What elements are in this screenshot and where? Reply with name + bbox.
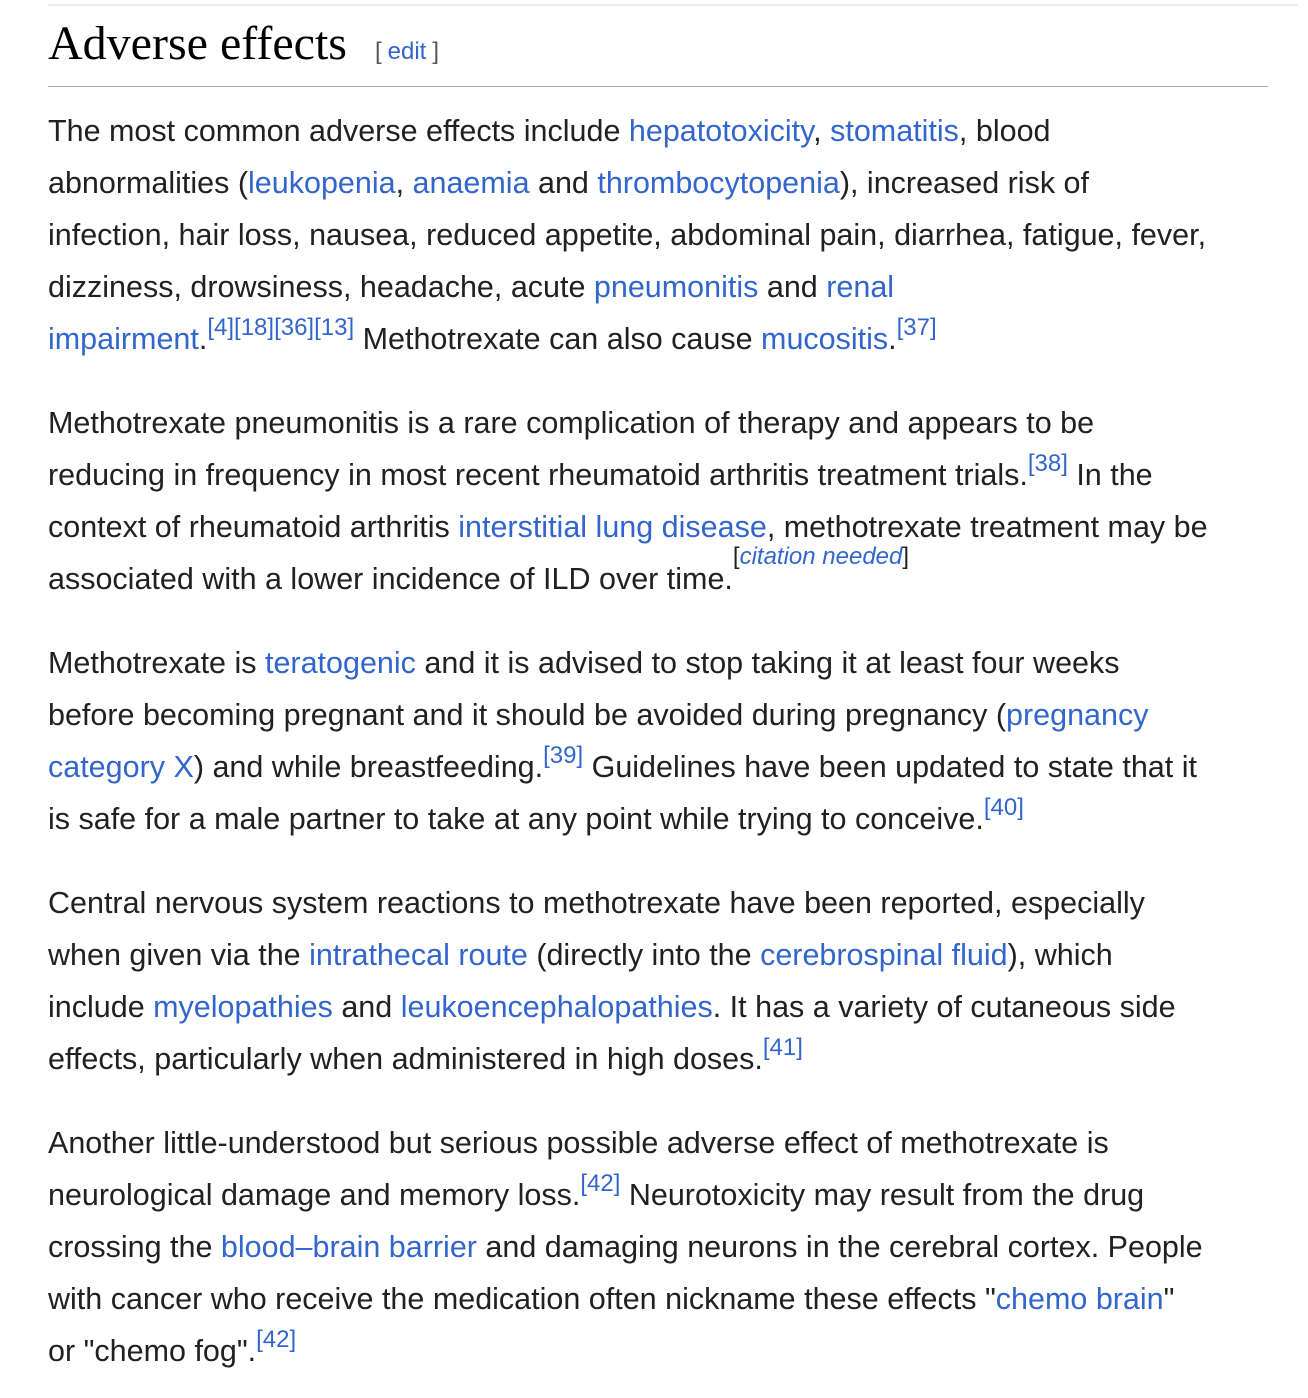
text: . It has a variety of cutaneous side (712, 990, 1176, 1024)
link-cerebrospinal-fluid[interactable]: cerebrospinal fluid (760, 938, 1008, 972)
text: In the (1067, 458, 1153, 492)
text: and (529, 166, 598, 200)
text: before becoming pregnant and it should be avoided during pregnancy ( (48, 698, 1007, 732)
text: Another little-understood but serious possible adverse effect of methotrexate is (48, 1126, 1109, 1160)
paragraph-pregnancy (48, 637, 1268, 845)
link-leukoencephalopathies[interactable]: leukoencephalopathies (400, 990, 713, 1024)
text: is safe for a male partner to take at any point while trying to conceive. (48, 802, 984, 836)
text: crossing the (48, 1230, 221, 1264)
text: abnormalities ( (48, 166, 249, 200)
top-divider (48, 4, 1298, 6)
paragraph-neurotoxicity (48, 1117, 1268, 1377)
link-pregnancy-category[interactable]: pregnancy (1006, 698, 1149, 732)
citation-13[interactable]: [13] (314, 314, 355, 341)
paragraph-cns (48, 877, 1268, 1085)
link-pneumonitis[interactable]: pneumonitis (593, 270, 759, 304)
text: . (198, 322, 208, 356)
text: ), increased risk of (839, 166, 1089, 200)
text: Neurotoxicity may result from the drug (620, 1178, 1145, 1212)
text: Methotrexate can also cause (354, 322, 762, 356)
link-thrombocytopenia[interactable]: thrombocytopenia (597, 166, 840, 200)
paragraph-common-effects (48, 105, 1268, 365)
link-interstitial-lung-disease[interactable]: interstitial lung disease (458, 510, 767, 544)
text: Central nervous system reactions to methotrexate have been reported, especially (48, 886, 1145, 920)
link-intrathecal-route[interactable]: intrathecal route (309, 938, 528, 972)
citation-38[interactable]: [38] (1027, 450, 1068, 477)
text: Methotrexate pneumonitis is a rare complication of therapy and appears to be (48, 406, 1095, 440)
link-teratogenic[interactable]: teratogenic (265, 646, 416, 680)
cn-bracket-close: ] (902, 542, 910, 570)
text: The most common adverse effects include (48, 114, 629, 148)
citation-42[interactable]: [42] (580, 1170, 621, 1197)
citation-37[interactable]: [37] (896, 314, 937, 341)
article-section (48, 16, 1268, 1377)
link-mucositis[interactable]: mucositis (761, 322, 889, 356)
link-stomatitis[interactable]: stomatitis (830, 114, 959, 148)
section-heading (48, 16, 1268, 87)
text: when given via the (48, 938, 310, 972)
text: Methotrexate is (48, 646, 265, 680)
edit-link[interactable]: edit (387, 38, 427, 65)
text: reducing in frequency in most recent rheumatoid arthritis treatment trials. (48, 458, 1028, 492)
text: effects, particularly when administered in high doses. (48, 1042, 763, 1076)
link-pregnancy-category-cont[interactable]: category X (48, 750, 194, 784)
text: and (758, 270, 827, 304)
citation-18[interactable]: [18] (234, 314, 275, 341)
citation-needed (733, 543, 909, 570)
text: , methotrexate treatment may be (766, 510, 1208, 544)
text: ), which (1007, 938, 1113, 972)
text: (directly into the (527, 938, 761, 972)
citation-needed-link[interactable]: citation needed (739, 542, 903, 570)
link-anaemia[interactable]: anaemia (412, 166, 530, 200)
text: and damaging neurons in the cerebral cortex. People (476, 1230, 1203, 1264)
edit-section (375, 38, 439, 66)
edit-bracket-open: [ (374, 38, 382, 65)
text: with cancer who receive the medication often nickname these effects " (48, 1282, 996, 1316)
section-title: Adverse effects (48, 17, 347, 70)
text: " (1163, 1282, 1175, 1316)
text: , (395, 166, 413, 200)
text: and it is advised to stop taking it at least four weeks (415, 646, 1120, 680)
text: include (48, 990, 154, 1024)
citation-39[interactable]: [39] (543, 742, 584, 769)
cn-bracket-open: [ (732, 542, 740, 570)
citation-41[interactable]: [41] (762, 1034, 803, 1061)
link-renal-impairment[interactable]: renal (826, 270, 895, 304)
text: , (813, 114, 831, 148)
text: associated with a lower incidence of ILD over time. (48, 562, 733, 596)
text: and (332, 990, 401, 1024)
text: . (888, 322, 897, 356)
citation-42-second[interactable]: [42] (256, 1326, 297, 1353)
link-renal-impairment-cont[interactable]: impairment (48, 322, 199, 356)
link-hepatotoxicity[interactable]: hepatotoxicity (628, 114, 814, 148)
text: context of rheumatoid arthritis (48, 510, 459, 544)
text: or "chemo fog". (48, 1334, 257, 1368)
citation-4[interactable]: [4] (207, 314, 235, 341)
citation-40[interactable]: [40] (983, 794, 1024, 821)
link-leukopenia[interactable]: leukopenia (248, 166, 396, 200)
link-myelopathies[interactable]: myelopathies (153, 990, 333, 1024)
text: dizziness, drowsiness, headache, acute (48, 270, 594, 304)
text: infection, hair loss, nausea, reduced appetite, abdominal pain, diarrhea, fatigue, fever, (48, 218, 1207, 252)
text: , blood (958, 114, 1051, 148)
edit-bracket-close: ] (432, 38, 440, 65)
text: ) and while breastfeeding. (193, 750, 544, 784)
paragraph-pneumonitis (48, 397, 1268, 605)
link-chemo-brain[interactable]: chemo brain (995, 1282, 1164, 1316)
citation-36[interactable]: [36] (274, 314, 315, 341)
text: neurological damage and memory loss. (48, 1178, 581, 1212)
text: Guidelines have been updated to state that it (583, 750, 1197, 784)
link-blood-brain-barrier[interactable]: blood–brain barrier (220, 1230, 477, 1264)
